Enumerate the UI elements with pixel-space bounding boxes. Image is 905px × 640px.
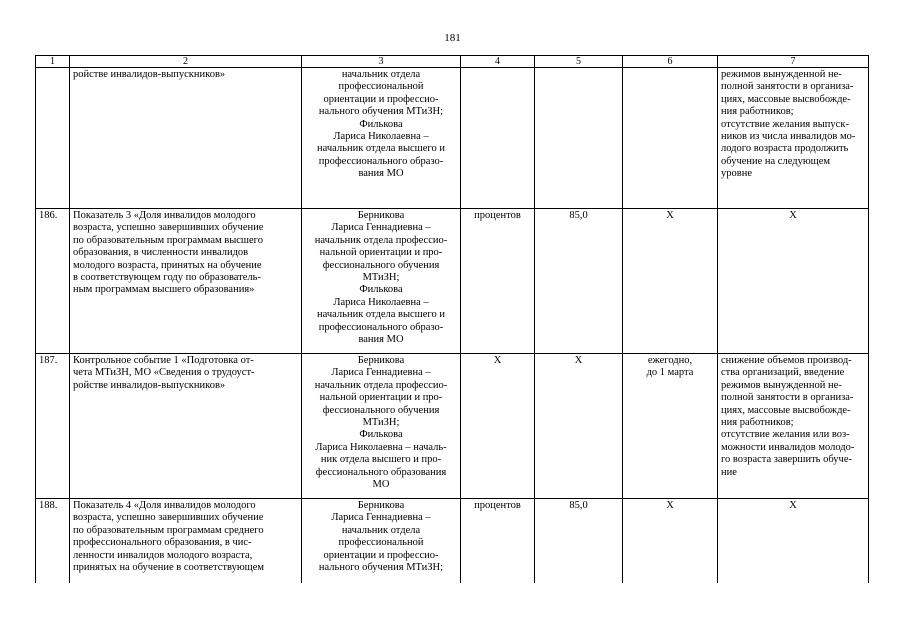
row-value: 85,0 [535,209,623,354]
row-deadline: ежегодно, до 1 марта [623,354,718,499]
row-number: 188. [36,499,70,584]
row-title: Показатель 3 «Доля инвалидов молодого возраста, успешно завершивших обучение по образовательным программам высшего образования, в численности инвалидов молодого возраста, принятых на обучение в соответствующем году по образователь- ным программам высшего образования» [70,209,302,354]
header-cell: 2 [70,56,302,68]
header-cell: 3 [302,56,461,68]
header-cell: 5 [535,56,623,68]
header-cell: 7 [718,56,869,68]
row-risks: Х [718,499,869,584]
row-number: 186. [36,209,70,354]
row-title: Контрольное событие 1 «Подготовка от- чета МТиЗН, МО «Сведения о трудоуст- ройстве инвалидов-выпускников» [70,354,302,499]
row-deadline: Х [623,499,718,584]
row-title: Показатель 4 «Доля инвалидов молодого возраста, успешно завершивших обучение по образовательным программам среднего профессионального образования, в чис- ленности инвалидов молодого возраста, принятых на обучение в соответствующем [70,499,302,584]
row-value: 85,0 [535,499,623,584]
header-cell: 6 [623,56,718,68]
row-title: ройстве инвалидов-выпускников» [70,68,302,209]
table-header-row [36,56,869,68]
header-cell: 4 [461,56,535,68]
row-responsible: Берникова Лариса Геннадиевна – начальник отдела профессио- нальной ориентации и про- фессионального обучения МТиЗН; Филькова Лариса Николаевна – начальник отдела высшего и профессионального образо- вания МО [302,209,461,354]
row-unit: процентов [461,499,535,584]
row-unit [461,68,535,209]
row-risks: Х [718,209,869,354]
row-responsible: Берникова Лариса Геннадиевна – начальник отдела профессио- нальной ориентации и про- фессионального обучения МТиЗН; Филькова Лариса Николаевна – началь- ник отдела высшего и про- фессионального образования МО [302,354,461,499]
row-unit: процентов [461,209,535,354]
row-deadline: Х [623,209,718,354]
row-value: Х [535,354,623,499]
row-unit: Х [461,354,535,499]
row-responsible: Берникова Лариса Геннадиевна – начальник отдела профессиональной ориентации и профессио- нального обучения МТиЗН; [302,499,461,584]
header-cell: 1 [36,56,70,68]
row-risks: снижение объемов производ- ства организаций, введение режимов вынужденной не- полной занятости в организа- циях, массовые высвобожде- ния работников; отсутствие желания или воз- можности инвалидов молодо- го возраста завершить обуче- ние [718,354,869,499]
row-number: 187. [36,354,70,499]
page-number: 181 [444,32,461,44]
row-number [36,68,70,209]
row-value [535,68,623,209]
row-deadline [623,68,718,209]
table-row [36,499,869,584]
plan-table [35,55,869,583]
table-row [36,68,869,209]
row-responsible: начальник отдела профессиональной ориентации и профессио- нального обучения МТиЗН; Филькова Лариса Николаевна – начальник отдела высшего и профессионального образо- вания МО [302,68,461,209]
row-risks: режимов вынужденной не- полной занятости в организа- циях, массовые высвобожде- ния работников; отсутствие желания выпуск- ников из числа инвалидов мо- лодого возраста продолжить обучение на следующем уровне [718,68,869,209]
table-row [36,354,869,499]
table-row [36,209,869,354]
